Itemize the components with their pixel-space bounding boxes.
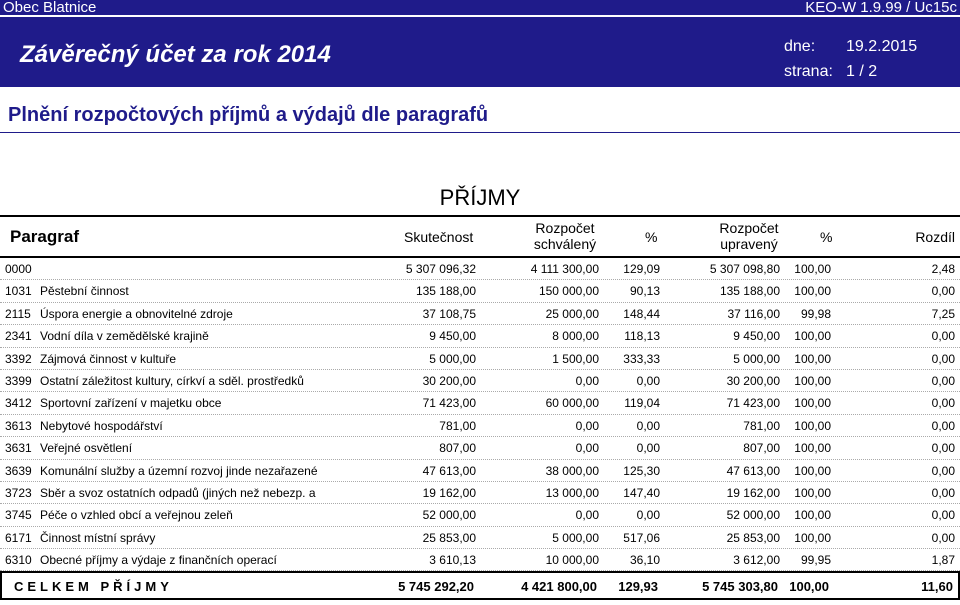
row-pct1: 517,06 — [623, 530, 660, 545]
row-upraveny: 71 423,00 — [726, 396, 780, 411]
row-name: Veřejné osvětlení — [40, 441, 133, 456]
table-row — [0, 258, 960, 280]
row-pct2: 100,00 — [794, 463, 831, 478]
row-upraveny: 3 612,00 — [733, 553, 780, 568]
row-rozdil: 0,00 — [931, 396, 955, 411]
row-schvaleny: 25 000,00 — [545, 306, 599, 321]
row-schvaleny: 150 000,00 — [538, 284, 599, 299]
table-row — [0, 527, 960, 549]
row-pct1: 119,04 — [624, 396, 660, 411]
row-pct2: 100,00 — [794, 396, 831, 411]
row-schvaleny: 8 000,00 — [552, 329, 599, 344]
row-name: Sportovní zařízení v majetku obce — [40, 396, 222, 411]
row-name: Obecné příjmy a výdaje z finančních operací — [40, 553, 277, 568]
total-rozdil: 11,60 — [921, 579, 953, 594]
row-rozdil: 0,00 — [931, 441, 955, 456]
row-skutecnost: 781,00 — [439, 418, 476, 433]
row-pct1: 0,00 — [636, 373, 660, 388]
row-name: Zájmová činnost v kultuře — [40, 351, 177, 366]
row-name: Ostatní záležitost kultury, církví a sděl. prostředků — [40, 373, 304, 388]
table-row — [0, 549, 960, 571]
row-pct2: 100,00 — [794, 329, 831, 344]
row-rozdil: 2,48 — [931, 262, 955, 276]
table-row — [0, 325, 960, 347]
row-pct2: 100,00 — [794, 262, 831, 276]
top-bar — [0, 0, 960, 15]
row-pct1: 0,00 — [636, 508, 660, 523]
row-code: 3745 — [5, 508, 32, 523]
date-label: dne: — [784, 38, 816, 55]
row-skutecnost: 25 853,00 — [422, 530, 476, 545]
table-header — [0, 215, 960, 258]
row-pct2: 100,00 — [794, 508, 831, 523]
row-upraveny: 37 116,00 — [727, 306, 780, 321]
row-pct2: 99,95 — [800, 553, 831, 568]
total-schvaleny: 4 421 800,00 — [521, 579, 597, 594]
row-pct2: 100,00 — [794, 418, 831, 433]
title-bar — [0, 17, 960, 87]
row-rozdil: 0,00 — [931, 284, 955, 299]
row-skutecnost: 47 613,00 — [422, 463, 476, 478]
row-schvaleny: 10 000,00 — [545, 553, 599, 568]
col-rozpocet-upraveny — [704, 220, 794, 252]
col-pct2: % — [820, 229, 833, 245]
report-code: KEO-W 1.9.99 / Uc15c — [805, 0, 957, 16]
row-upraveny: 25 853,00 — [726, 530, 780, 545]
row-code: 2341 — [5, 329, 32, 344]
row-code: 3392 — [5, 351, 32, 366]
col-schvaleny-label: schválený — [533, 236, 597, 252]
row-code: 6310 — [5, 553, 32, 568]
row-upraveny: 5 000,00 — [733, 351, 780, 366]
row-skutecnost: 9 450,00 — [429, 329, 476, 344]
row-rozdil: 0,00 — [931, 530, 955, 545]
row-pct2: 100,00 — [794, 441, 831, 456]
row-schvaleny: 0,00 — [575, 508, 599, 523]
row-rozdil: 0,00 — [931, 373, 955, 388]
row-pct1: 148,44 — [623, 306, 660, 321]
row-schvaleny: 4 111 300,00 — [530, 262, 599, 276]
row-schvaleny: 0,00 — [575, 418, 599, 433]
row-upraveny: 9 450,00 — [733, 329, 780, 344]
row-rozdil: 0,00 — [931, 508, 955, 523]
row-code: 2115 — [5, 306, 31, 321]
row-name: Úspora energie a obnovitelné zdroje — [40, 306, 233, 321]
total-upraveny: 5 745 303,80 — [702, 579, 778, 594]
table-body — [0, 258, 960, 571]
row-name: Sběr a svoz ostatních odpadů (jiných než nebezp. a — [40, 485, 316, 500]
row-code: 1031 — [5, 284, 32, 299]
subtitle-divider — [0, 132, 960, 133]
row-pct1: 147,40 — [623, 485, 660, 500]
org-name: Obec Blatnice — [3, 0, 97, 16]
row-upraveny: 807,00 — [743, 441, 780, 456]
table-row — [0, 437, 960, 459]
row-code: 3631 — [5, 441, 32, 456]
row-rozdil: 1,87 — [931, 553, 955, 568]
col-rozpocet-label-2: Rozpočet — [719, 220, 779, 236]
table-row — [0, 460, 960, 482]
row-upraveny: 30 200,00 — [726, 373, 780, 388]
col-paragraf: Paragraf — [10, 227, 79, 246]
row-name: Péče o vzhled obcí a veřejnou zeleň — [40, 508, 233, 523]
row-name: Vodní díla v zemědělské krajině — [40, 329, 209, 344]
row-pct1: 36,10 — [629, 553, 660, 568]
row-skutecnost: 135 188,00 — [415, 284, 476, 299]
row-pct2: 100,00 — [794, 530, 831, 545]
row-schvaleny: 13 000,00 — [545, 485, 599, 500]
row-rozdil: 0,00 — [931, 418, 955, 433]
col-rozpocet-label: Rozpočet — [535, 220, 595, 236]
report-subtitle: Plnění rozpočtových příjmů a výdajů dle paragrafů — [8, 104, 489, 126]
row-skutecnost: 19 162,00 — [422, 485, 476, 500]
col-pct1: % — [645, 229, 658, 245]
row-pct1: 129,09 — [623, 262, 660, 276]
row-upraveny: 47 613,00 — [726, 463, 780, 478]
row-code: 3723 — [5, 485, 32, 500]
table-row — [0, 482, 960, 504]
row-skutecnost: 52 000,00 — [422, 508, 476, 523]
table-row — [0, 303, 960, 325]
table-row — [0, 280, 960, 302]
row-code: 3399 — [5, 373, 32, 388]
date-value: 19.2.2015 — [846, 38, 918, 55]
row-upraveny: 135 188,00 — [719, 284, 780, 299]
total-pct1: 129,93 — [618, 579, 658, 594]
table-row — [0, 504, 960, 526]
row-schvaleny: 60 000,00 — [545, 396, 599, 411]
row-code: 6171 — [5, 530, 32, 545]
row-skutecnost: 5 000,00 — [429, 351, 476, 366]
row-pct2: 100,00 — [794, 373, 831, 388]
row-code: 3639 — [5, 463, 32, 478]
col-skutecnost: Skutečnost — [404, 229, 474, 245]
row-pct1: 90,13 — [629, 284, 660, 299]
row-upraveny: 19 162,00 — [726, 485, 780, 500]
row-name: Nebytové hospodářství — [40, 418, 163, 433]
table-row — [0, 415, 960, 437]
row-code: 3412 — [5, 396, 32, 411]
row-rozdil: 0,00 — [931, 329, 955, 344]
row-name: Činnost místní správy — [40, 530, 156, 545]
row-skutecnost: 30 200,00 — [422, 373, 476, 388]
report-title: Závěrečný účet za rok 2014 — [20, 41, 331, 68]
row-name: Pěstební činnost — [40, 284, 129, 299]
row-pct2: 100,00 — [794, 284, 831, 299]
row-pct2: 99,98 — [800, 306, 831, 321]
total-skutecnost: 5 745 292,20 — [398, 579, 474, 594]
row-pct1: 0,00 — [636, 418, 660, 433]
row-pct1: 118,13 — [624, 329, 660, 344]
row-rozdil: 7,25 — [931, 306, 955, 321]
row-code: 3613 — [5, 418, 32, 433]
row-pct1: 0,00 — [636, 441, 660, 456]
row-name: Komunální služby a územní rozvoj jinde nezařazené — [40, 463, 318, 478]
row-upraveny: 5 307 098,80 — [709, 262, 780, 276]
col-rozdil: Rozdíl — [915, 229, 955, 245]
row-pct2: 100,00 — [794, 351, 831, 366]
row-pct1: 333,33 — [623, 351, 660, 366]
row-schvaleny: 0,00 — [575, 441, 599, 456]
row-code: 0000 — [5, 262, 32, 276]
row-skutecnost: 5 307 096,32 — [405, 262, 476, 276]
page-label: strana: — [784, 63, 833, 80]
total-pct2: 100,00 — [789, 579, 829, 594]
row-skutecnost: 37 108,75 — [422, 306, 476, 321]
row-skutecnost: 71 423,00 — [422, 396, 476, 411]
table-row — [0, 370, 960, 392]
row-upraveny: 52 000,00 — [726, 508, 780, 523]
col-upraveny-label: upravený — [720, 236, 778, 252]
row-rozdil: 0,00 — [931, 351, 955, 366]
row-skutecnost: 3 610,13 — [429, 553, 476, 568]
row-pct2: 100,00 — [794, 485, 831, 500]
row-rozdil: 0,00 — [931, 463, 955, 478]
row-schvaleny: 0,00 — [575, 373, 599, 388]
table-row — [0, 348, 960, 370]
row-schvaleny: 38 000,00 — [545, 463, 599, 478]
row-rozdil: 0,00 — [931, 485, 955, 500]
table-row — [0, 392, 960, 414]
page-value: 1 / 2 — [846, 63, 878, 80]
total-label: CELKEM PŘÍJMY — [14, 579, 173, 594]
row-schvaleny: 5 000,00 — [552, 530, 599, 545]
row-pct1: 125,30 — [623, 463, 660, 478]
col-rozpocet-schvaleny — [520, 220, 610, 252]
row-schvaleny: 1 500,00 — [552, 351, 599, 366]
row-skutecnost: 807,00 — [439, 441, 476, 456]
total-row — [0, 571, 960, 600]
section-title: PŘÍJMY — [439, 185, 521, 210]
row-upraveny: 781,00 — [743, 418, 780, 433]
